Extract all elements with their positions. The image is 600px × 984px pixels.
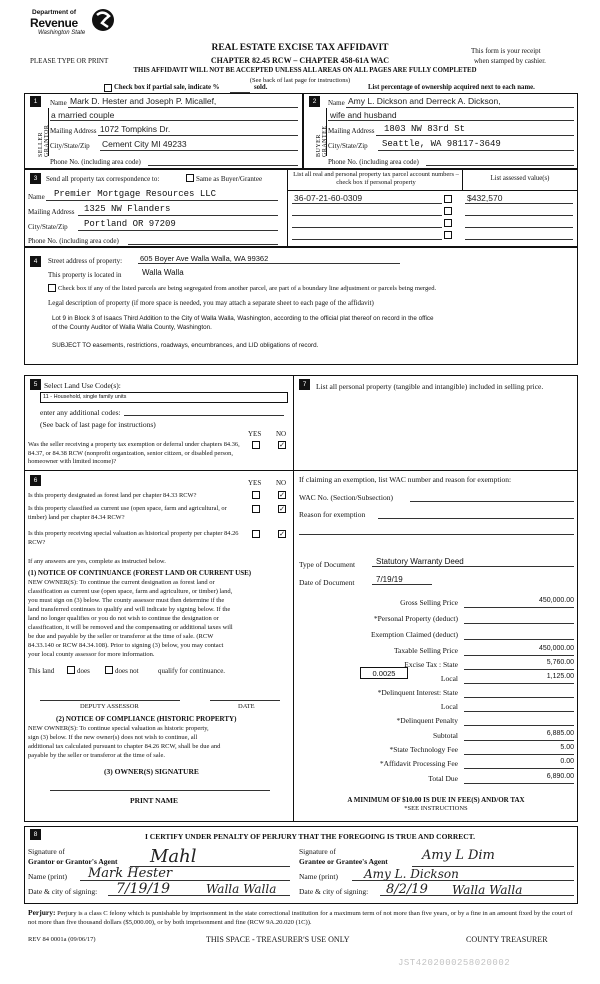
logo-line-3: Washington State [38, 30, 86, 36]
tax-row-label: Gross Selling Price [400, 598, 458, 607]
owner-signature-label: (3) OWNER(S) SIGNATURE [104, 767, 199, 776]
print-note: PLEASE TYPE OR PRINT [30, 57, 109, 65]
personal-property-label: List all personal property (tangible and intangible) included in selling price. [316, 382, 544, 391]
tax-row-value[interactable]: 6,890.00 [546, 773, 574, 780]
tax-row-value[interactable]: 6,885.00 [546, 730, 574, 737]
perjury-notice [28, 908, 578, 927]
sec6-yes-header: YES [248, 479, 262, 487]
form-title: REAL ESTATE EXCISE TAX AFFIDAVIT [211, 43, 389, 53]
sec5-no-header: NO [276, 430, 287, 438]
tax-row-label: Exemption Claimed (deduct) [370, 630, 458, 639]
seller-address-field[interactable]: 1072 Tompkins Dr. [100, 124, 171, 134]
print-name-label: PRINT NAME [130, 796, 178, 805]
street-field[interactable]: 605 Boyer Ave Walla Walla, WA 99362 [140, 254, 269, 263]
grantor-signature[interactable]: Mahl [150, 846, 197, 867]
county-treasurer-label: COUNTY TREASURER [466, 935, 548, 944]
section-3-badge: 3 [30, 173, 41, 184]
tax-row-value[interactable]: 450,000.00 [538, 597, 574, 604]
grantee-date[interactable]: 8/2/19 [386, 882, 428, 897]
buyer-address-field[interactable]: 1803 NW 83rd St [384, 124, 466, 134]
section-2-badge: 2 [309, 96, 320, 107]
sec5-no-checkbox[interactable]: ✓ [279, 441, 285, 449]
perjury-label: Perjury: [28, 908, 56, 917]
doc-type-label: Type of Document [299, 560, 356, 569]
buyer-name-field[interactable]: Amy L. Dickson and Derreck A. Dickson, [348, 96, 501, 106]
section-1-badge: 1 [30, 96, 41, 107]
located-field[interactable]: Walla Walla [142, 268, 184, 277]
grantor-date-city-label: Date & city of signing: [28, 887, 98, 896]
notice-continuance-line-1: NEW OWNER(S): To continue the current designation as forest land or [28, 579, 215, 586]
grantee-city[interactable]: Walla Walla [452, 883, 523, 897]
land-use-value: 11 - Household, single family units [43, 394, 127, 400]
tax-row-label: Total Due [428, 774, 458, 783]
tax-row-value[interactable]: 450,000.00 [538, 645, 574, 652]
receipt-note-2: when stamped by cashier. [474, 57, 546, 65]
assessor-date-label: DATE [238, 703, 255, 710]
does-not-checkbox[interactable] [105, 666, 113, 674]
legal-description-line-1[interactable]: Lot 9 in Block 3 of Isaacs Third Addition to the City of Walla Walla, Washington, according to the official plat thereof on record in the office [52, 315, 434, 322]
doc-date-label: Date of Document [299, 578, 355, 587]
corr-city-label: City/State/Zip [28, 223, 68, 231]
form-revision: REV 84 0001a (09/06/17) [28, 936, 96, 943]
buyer-phone-label: Phone No. (including area code) [328, 158, 419, 166]
minimum-due-note: A MINIMUM OF $10.00 IS DUE IN FEE(S) AND/OR TAX [347, 796, 525, 804]
if-yes-note: If any answers are yes, complete as instructed below. [28, 558, 166, 565]
legal-description-label: Legal description of property (if more space is needed, you may attach a separate sheet to each page of the affidavit) [48, 299, 374, 307]
sec5-question: Was the seller receiving a property tax exemption or deferral under chapters 84.36, 84.37, or 84.38 RCW (nonprofit organization, senior citizen, or disabled person, homeowner with limited income)? [28, 441, 240, 465]
notice-continuance-line-9: your local county assessor for more information. [28, 651, 155, 658]
historic-no-checkbox[interactable]: ✓ [279, 530, 285, 538]
revenue-logo-icon [90, 7, 116, 33]
grantor-name-print-label: Name (print) [28, 872, 67, 881]
does-not-label: does not [115, 667, 139, 675]
forest-no-checkbox[interactable]: ✓ [279, 491, 285, 499]
tax-row-value[interactable]: 0.00 [560, 758, 574, 765]
grantee-name-print-label: Name (print) [299, 872, 338, 881]
seller-city-field[interactable]: Cement City MI 49233 [102, 139, 187, 149]
partial-sale-label: Check box if partial sale, indicate % [114, 84, 220, 91]
tax-row-label: Subtotal [432, 731, 458, 740]
tax-row-label: Local [440, 702, 458, 711]
notice-compliance-line-2: sign (3) below. If the new owner(s) does not wish to continue, all [28, 734, 198, 741]
deputy-assessor-label: DEPUTY ASSESSOR [80, 703, 139, 710]
qualify-label: qualify for continuance. [158, 667, 226, 675]
tax-row-value[interactable]: 5.00 [560, 744, 574, 751]
grantee-signature[interactable]: Amy L Dim [422, 848, 495, 863]
buyer-city-field[interactable]: Seattle, WA 98117-3649 [382, 139, 501, 149]
sec6-question-3: Is this property receiving special valuation as historical property per chapter 84.26 RCW? [28, 530, 239, 546]
exemption-reason-label: Reason for exemption [299, 510, 366, 519]
notice-continuance-line-2: classification as current use (open space, farm and agriculture, or timber) land, [28, 588, 233, 595]
notice-compliance-line-3: additional tax calculated pursuant to chapter 84.26 RCW, shall be due and [28, 743, 221, 750]
this-land-label: This land [28, 667, 55, 675]
receipt-note-1: This form is your receipt [471, 47, 541, 55]
notice-compliance-title: (2) NOTICE OF COMPLIANCE (HISTORIC PROPERTY) [56, 715, 237, 723]
street-label: Street address of property: [48, 257, 123, 265]
personal-property-checkbox-3[interactable] [444, 219, 452, 227]
does-label: does [77, 667, 90, 675]
personal-property-checkbox-2[interactable] [444, 207, 452, 215]
legal-description-line-2[interactable]: of the County Auditor of Walla Walla County, Washington. [52, 324, 212, 331]
tax-row-label: *Delinquent Interest: State [377, 688, 458, 697]
perjury-text: Perjury is a class C felony which is punishable by imprisonment in the state correctional institution for a maximum term of not more than five years, or by a fine in an amount fixed by the court of not more than five thousand dollars ($5,000.00), or by both imprisonment and fine (RCW 9A.20.020 (1C)). [28, 910, 573, 926]
grantee-date-city-label: Date & city of signing: [299, 887, 369, 896]
see-instructions-note: *SEE INSTRUCTIONS [404, 805, 468, 812]
corr-phone-label: Phone No. (including area code) [28, 237, 119, 245]
section-7-badge: 7 [299, 379, 310, 390]
assessed-value-field[interactable]: $432,570 [467, 193, 503, 203]
additional-codes-label: enter any additional codes: [40, 408, 121, 417]
notice-continuance-line-8: 84.33.140 or RCW 84.34.108). Prior to signing (3) below, you may contact [28, 642, 224, 649]
doc-type-field[interactable]: Statutory Warranty Deed [376, 557, 464, 566]
corr-city-field[interactable]: Portland OR 97209 [84, 219, 176, 229]
seller-name-field[interactable]: Mark D. Hester and Joseph P. Micallef, [70, 96, 217, 106]
buyer-side-label: BUYER GRANTEE [316, 125, 328, 157]
land-use-label: Select Land Use Code(s): [44, 381, 121, 390]
section-5-badge: 5 [30, 379, 41, 390]
stamp-number: JST4202000258020002 [398, 958, 511, 968]
seller-name-field-2[interactable]: a married couple [51, 110, 115, 120]
tax-row-label: *Delinquent Penalty [396, 716, 458, 725]
send-correspondence-label: Send all property tax correspondence to: [46, 175, 160, 183]
local-rate-value: 0.0025 [372, 669, 396, 678]
notice-compliance-line-4: payable by the seller or transferor at the time of sale. [28, 752, 165, 759]
partial-sale-checkbox[interactable] [104, 84, 112, 92]
notice-continuance-title: (1) NOTICE OF CONTINUANCE (FOREST LAND OR CURRENT USE) [28, 569, 252, 577]
grantee-signature-of: Signature of [299, 847, 336, 856]
seller-address-label: Mailing Address [50, 127, 97, 135]
seller-phone-label: Phone No. (including area code) [50, 158, 141, 166]
sec6-no-header: NO [276, 479, 287, 487]
sec6-question-2: Is this property classified as current use (open space, farm and agricultural, or timber) land per chapter 84.34 RCW? [28, 505, 227, 521]
current-use-yes-checkbox[interactable] [252, 505, 260, 513]
corr-address-field[interactable]: 1325 NW Flanders [84, 204, 171, 214]
historic-yes-checkbox[interactable] [252, 530, 260, 538]
section-6-badge: 6 [30, 475, 41, 486]
current-use-no-checkbox[interactable]: ✓ [279, 505, 285, 513]
legal-description-line-3[interactable]: SUBJECT TO easements, restrictions, roadways, encumbrances, and LID obligations of record. [52, 342, 319, 349]
seller-city-label: City/State/Zip [50, 142, 90, 150]
doc-date-field[interactable]: 7/19/19 [376, 575, 403, 584]
tax-row-label: Excise Tax : State [404, 660, 458, 669]
segregated-label: Check box if any of the listed parcels are being segregated from another parcel, are part of a boundary line adjustment or parcels being merged. [58, 285, 437, 292]
grantee-name-print[interactable]: Amy L. Dickson [364, 867, 459, 881]
tax-row-label: *Personal Property (deduct) [373, 614, 458, 623]
notice-continuance-line-6: classification, it will be removed and the compensating or additional taxes will [28, 624, 233, 631]
corr-name-field[interactable]: Premier Mortgage Resources LLC [54, 189, 217, 199]
form-chapter: CHAPTER 82.45 RCW – CHAPTER 458-61A WAC [210, 56, 390, 65]
sold-label: sold. [254, 84, 268, 91]
buyer-name-field-2[interactable]: wife and husband [330, 110, 397, 120]
notice-continuance-line-5: land no longer qualifies or you do not wish to continue the designation or [28, 615, 219, 622]
exemption-claim-label: If claiming an exemption, list WAC number and reason for exemption: [299, 475, 512, 484]
located-label: This property is located in [48, 271, 122, 279]
same-as-buyer-label: Same as Buyer/Grantee [196, 175, 263, 183]
grantee-agent-label: Grantee or Grantee's Agent [299, 857, 388, 866]
segregated-checkbox[interactable] [48, 284, 56, 292]
section-8-badge: 8 [30, 829, 41, 840]
notice-compliance-line-1: NEW OWNER(S): To continue special valuation as historic property, [28, 725, 209, 732]
buyer-address-label: Mailing Address [328, 127, 375, 135]
seller-side-label: SELLER GRANTOR [38, 124, 50, 157]
treasurer-space-label: THIS SPACE - TREASURER'S USE ONLY [206, 935, 350, 944]
wac-label: WAC No. (Section/Subsection) [299, 493, 393, 502]
assessed-header: List assessed value(s) [490, 175, 550, 182]
tax-row-label: *State Technology Fee [389, 745, 458, 754]
tax-row-value[interactable]: 5,760.00 [546, 659, 574, 666]
tax-row-value[interactable]: 1,125.00 [546, 673, 574, 680]
same-as-buyer-checkbox[interactable] [186, 174, 194, 182]
section-4-badge: 4 [30, 256, 41, 267]
notice-continuance-line-3: you must sign on (3) below. The county assessor must then determine if the [28, 597, 225, 604]
grantor-name-print[interactable]: Mark Hester [88, 866, 173, 881]
buyer-city-label: City/State/Zip [328, 142, 368, 150]
sec6-question-1: Is this property designated as forest land per chapter 84.33 RCW? [28, 492, 197, 499]
dor-logo [30, 9, 120, 49]
ownership-note: List percentage of ownership acquired next to each name. [368, 84, 535, 91]
grantor-agent-label: Grantor or Grantor's Agent [28, 857, 118, 866]
certify-statement: I CERTIFY UNDER PENALTY OF PERJURY THAT THE FOREGOING IS TRUE AND CORRECT. [144, 832, 475, 841]
grantor-date[interactable]: 7/19/19 [116, 881, 170, 897]
does-checkbox[interactable] [67, 666, 75, 674]
personal-property-checkbox-4[interactable] [444, 231, 452, 239]
tax-row-label: *Affidavit Processing Fee [379, 759, 458, 768]
corr-name-label: Name [28, 193, 45, 201]
tax-row-label: Taxable Selling Price [393, 646, 458, 655]
buyer-name-label: Name [328, 99, 345, 107]
notice-continuance-line-7: be due and payable by the seller or transferor at the time of sale. (RCW [28, 633, 214, 640]
grantor-signature-of: Signature of [28, 847, 65, 856]
logo-line-1: Department of [32, 9, 77, 16]
personal-property-checkbox-1[interactable] [444, 195, 452, 203]
parcel-number-field[interactable]: 36-07-21-60-0309 [294, 193, 363, 203]
sec5-yes-checkbox[interactable] [252, 441, 260, 449]
forest-yes-checkbox[interactable] [252, 491, 260, 499]
grantor-city[interactable]: Walla Walla [206, 882, 277, 896]
logo-line-2: Revenue [30, 16, 78, 30]
seller-name-label: Name [50, 99, 67, 107]
sec5-yes-header: YES [248, 430, 262, 438]
sec5-see-back: (See back of last page for instructions) [40, 420, 156, 429]
tax-row-label: Local [440, 674, 458, 683]
see-back-note: (See back of last page for instructions) [249, 77, 351, 84]
notice-continuance-line-4: land transferred continues to qualify and will indicate by signing below. If the [28, 606, 231, 613]
parcel-header: List all real and personal property tax parcel account numbers – check box if personal property [293, 171, 459, 186]
corr-address-label: Mailing Address [28, 208, 75, 216]
warning-text: THIS AFFIDAVIT WILL NOT BE ACCEPTED UNLESS ALL AREAS ON ALL PAGES ARE FULLY COMPLETED [133, 67, 477, 74]
